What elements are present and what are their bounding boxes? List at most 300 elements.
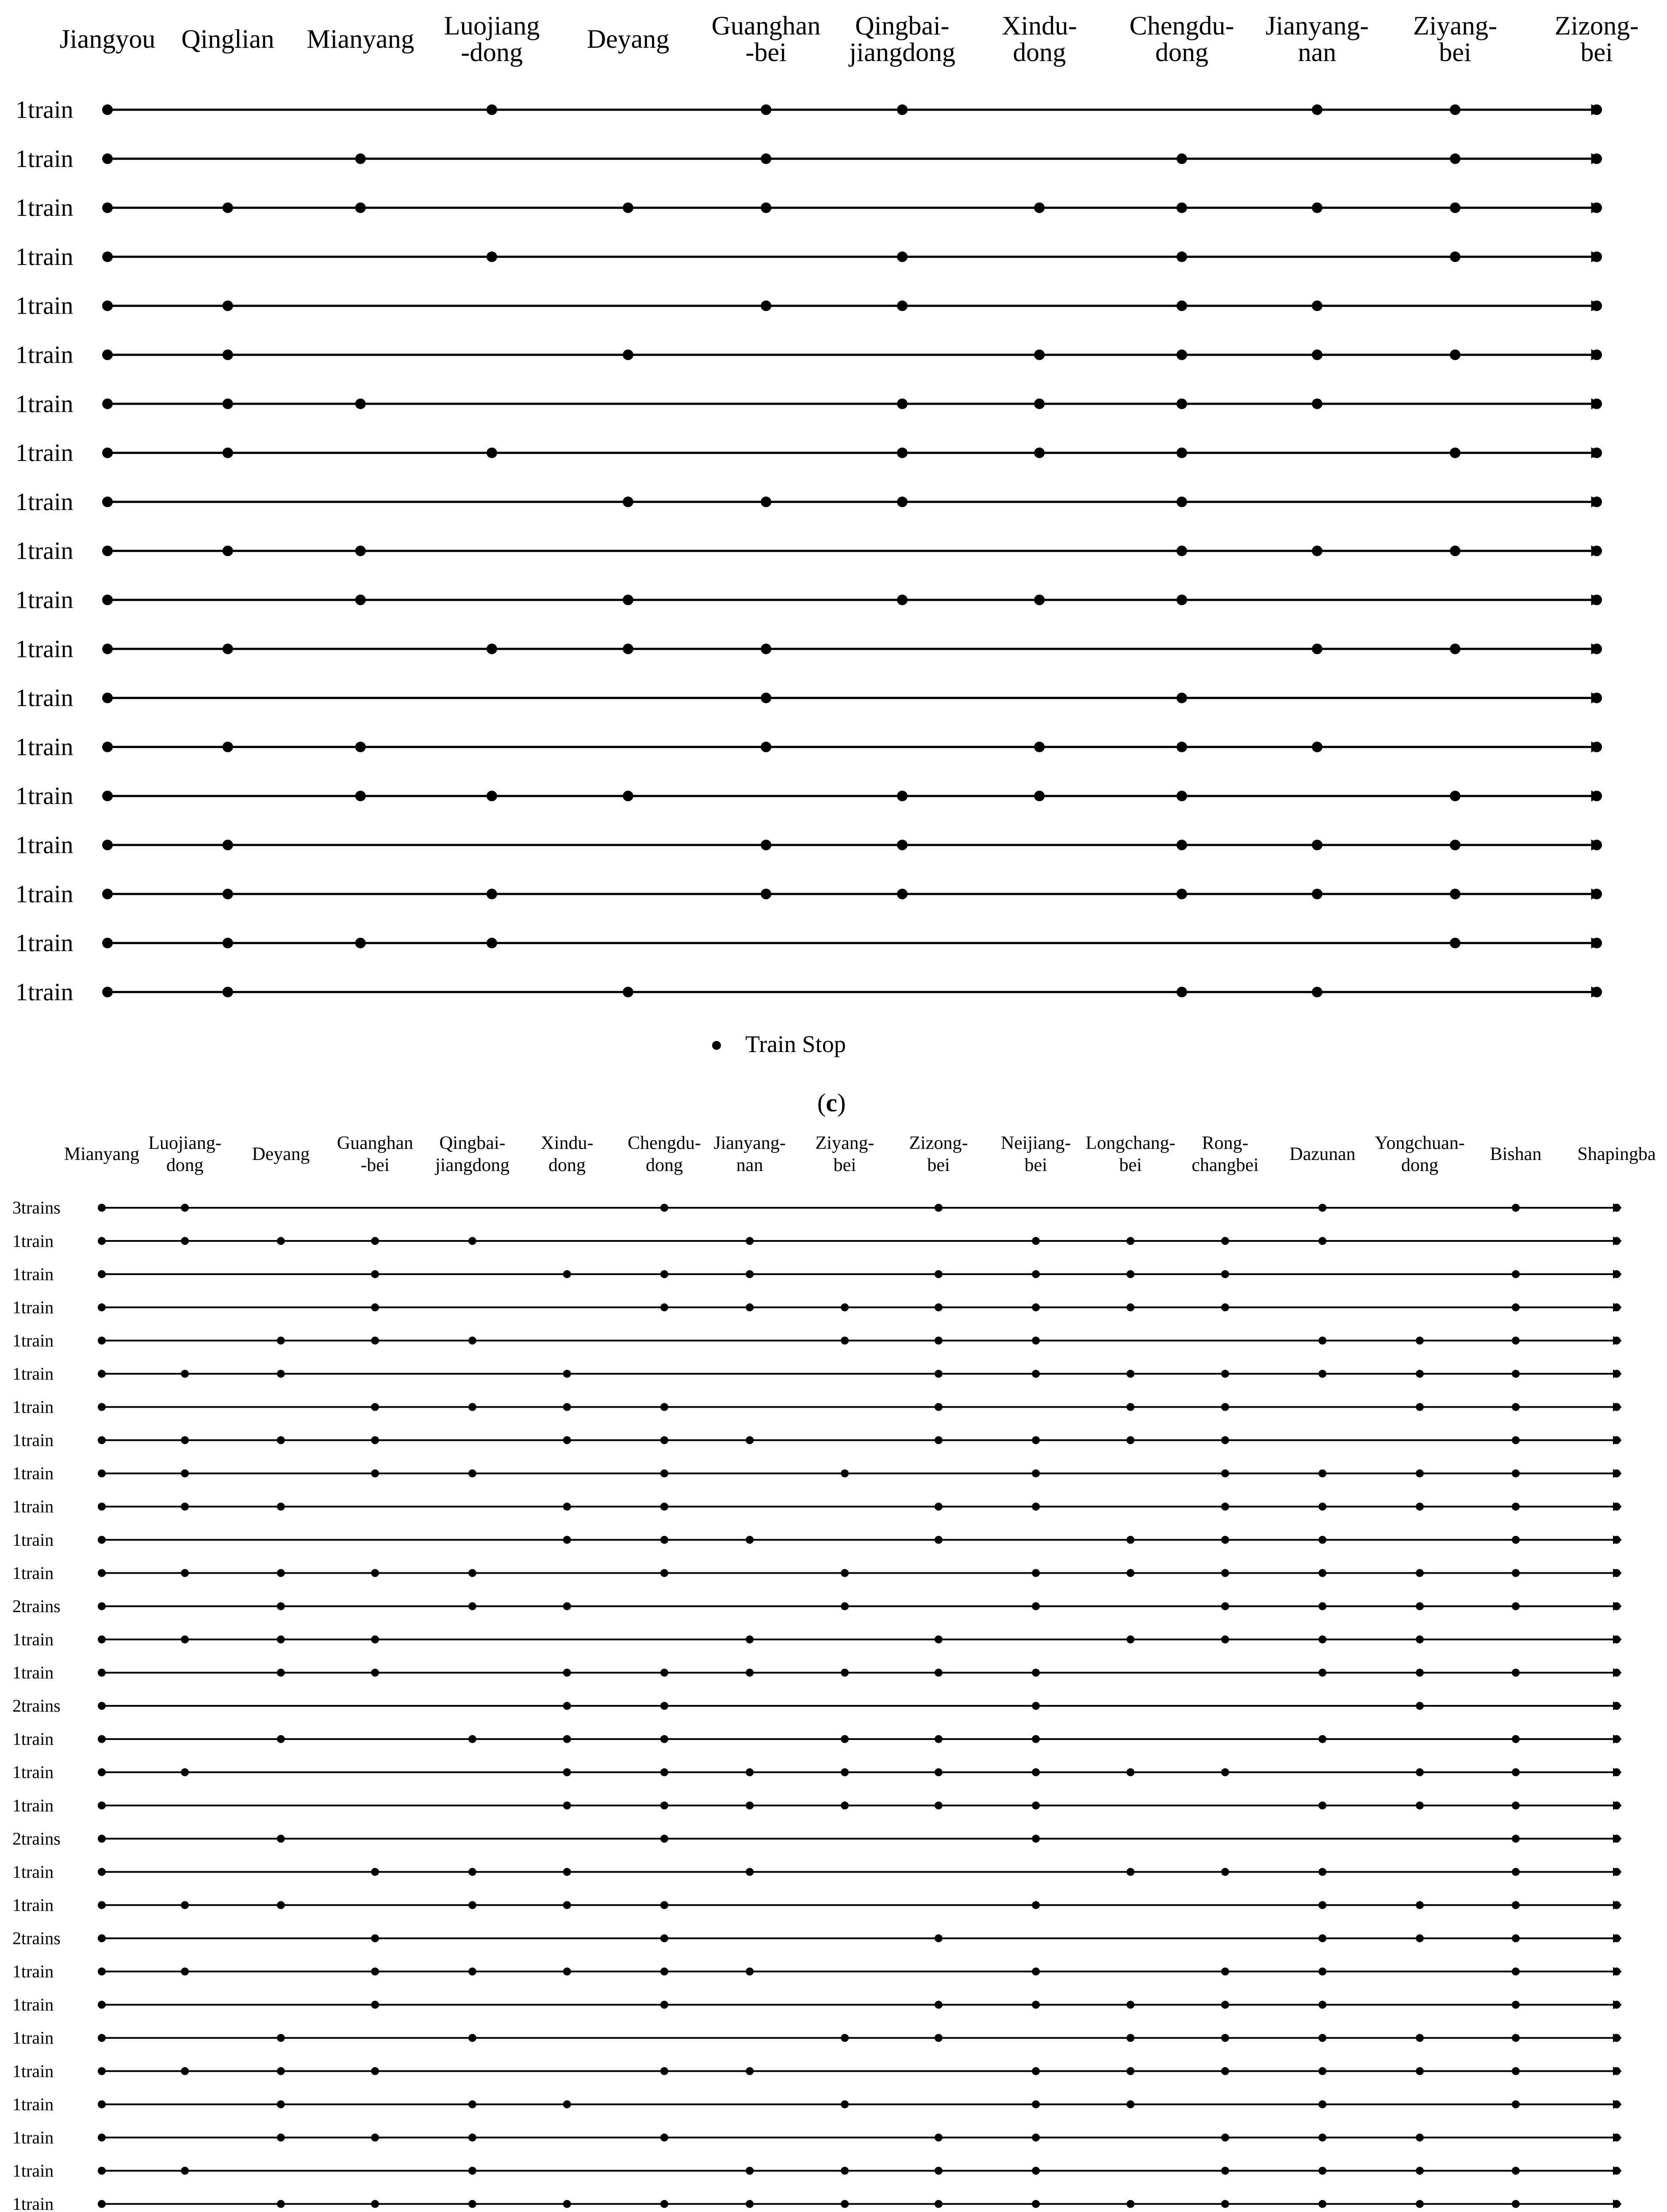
- train-count-label: 1train: [12, 1529, 54, 1550]
- train-stop-dot: [1176, 349, 1187, 360]
- train-stop-dot: [1613, 1801, 1621, 1809]
- train-stop-dot: [102, 154, 113, 164]
- train-stop-dot: [1032, 1270, 1040, 1278]
- train-stop-dot: [98, 1967, 106, 1975]
- train-stop-dot: [935, 1403, 943, 1411]
- train-stop-dot: [1613, 1768, 1621, 1776]
- train-count-label: 1train: [15, 439, 73, 467]
- train-stop-dot: [660, 1702, 668, 1710]
- train-stop-dot: [1512, 1934, 1520, 1942]
- train-stop-dot: [1591, 349, 1602, 360]
- train-row: [12, 1297, 1621, 1317]
- train-stop-dot: [1613, 1336, 1621, 1344]
- train-stop-dot: [181, 1503, 189, 1511]
- train-stop-dot: [1221, 1569, 1229, 1577]
- train-stop-dot: [98, 2001, 106, 2008]
- train-stop-dot: [1127, 2001, 1134, 2008]
- train-stop-dot: [487, 889, 497, 899]
- legend-label: Train Stop: [745, 1031, 846, 1057]
- train-stop-dot: [935, 2200, 943, 2208]
- train-stop-dot: [277, 1569, 285, 1577]
- train-stop-dot: [371, 1934, 379, 1942]
- train-stop-dot: [1318, 2001, 1326, 2008]
- train-stop-dot: [1613, 1835, 1621, 1843]
- train-count-label: 1train: [12, 1264, 54, 1284]
- train-stop-dot: [1512, 1967, 1520, 1975]
- train-stop-dot: [98, 1735, 106, 1743]
- station-label: Guanghan -bei: [337, 1133, 414, 1175]
- train-stop-dot: [468, 1403, 476, 1411]
- train-stop-dot: [277, 2101, 285, 2108]
- train-stop-dot: [1591, 300, 1602, 311]
- train-stop-dot: [1034, 203, 1045, 213]
- train-stop-dot: [1613, 1237, 1621, 1245]
- train-stop-dot: [98, 2067, 106, 2075]
- train-stop-dot: [1032, 1370, 1040, 1378]
- train-row: [12, 2061, 1621, 2081]
- train-stop-dot: [487, 448, 497, 458]
- train-stop-dot: [1591, 938, 1602, 949]
- train-stop-dot: [1591, 644, 1602, 654]
- train-stop-dot: [563, 1735, 571, 1743]
- train-stop-dot: [1416, 2167, 1424, 2175]
- train-stop-dot: [1221, 1436, 1229, 1444]
- train-stop-dot: [102, 840, 113, 850]
- train-stop-dot: [1127, 1270, 1134, 1278]
- train-row: [15, 341, 1602, 369]
- train-stop-dot: [98, 1602, 106, 1610]
- train-row: [15, 635, 1602, 663]
- train-stop-dot: [935, 1536, 943, 1544]
- train-stop-dot: [355, 595, 366, 605]
- train-count-label: 1train: [12, 1729, 54, 1749]
- train-count-label: 1train: [12, 1430, 54, 1450]
- train-stop-dot: [277, 1237, 285, 1245]
- train-stop-dot: [841, 1602, 849, 1610]
- train-row: [12, 1762, 1621, 1782]
- train-count-label: 1train: [15, 880, 73, 908]
- train-stop-dot: [1032, 1901, 1040, 1909]
- train-stop-dot: [1318, 1801, 1326, 1809]
- train-stop-dot: [1512, 1403, 1520, 1411]
- legend-stop-marker: [712, 1041, 721, 1050]
- train-stop-dot: [1512, 2034, 1520, 2042]
- train-stop-dot: [1221, 1536, 1229, 1544]
- train-row: [12, 1530, 1621, 1550]
- train-stop-dot: [102, 545, 113, 556]
- train-stop-dot: [102, 496, 113, 507]
- train-stop-dot: [841, 1669, 849, 1677]
- station-label: Chengdu-dong: [628, 1133, 701, 1175]
- station-label: Zizong-bei: [1555, 11, 1639, 67]
- train-stop-dot: [563, 1503, 571, 1511]
- train-stop-dot: [623, 644, 633, 654]
- train-stop-dot: [355, 545, 366, 556]
- train-stop-dot: [935, 1370, 943, 1378]
- train-row: [12, 2194, 1621, 2212]
- train-stop-dot: [1613, 2067, 1621, 2075]
- train-stop-dot: [746, 1270, 754, 1278]
- train-stop-dot: [1450, 889, 1460, 899]
- train-stop-dot: [487, 791, 497, 801]
- train-stop-dot: [1221, 1503, 1229, 1511]
- legend-c: [712, 1031, 846, 1057]
- panel-c: [15, 11, 1639, 1006]
- train-stop-dot: [1176, 399, 1187, 409]
- train-stop-dot: [468, 1336, 476, 1344]
- train-stop-dot: [897, 399, 908, 409]
- station-label: Jianyang-nan: [1265, 11, 1369, 67]
- train-stop-dot: [98, 1768, 106, 1776]
- train-stop-dot: [1221, 1636, 1229, 1644]
- train-stop-dot: [98, 1901, 106, 1909]
- train-stop-dot: [1591, 496, 1602, 507]
- train-stop-dot: [468, 2134, 476, 2142]
- train-stop-dot: [1591, 791, 1602, 801]
- train-stop-dot: [1176, 889, 1187, 899]
- train-stop-dot: [1416, 1403, 1424, 1411]
- train-stop-dot: [102, 889, 113, 899]
- train-count-label: 2trains: [12, 1596, 61, 1616]
- train-stop-dot: [1450, 840, 1460, 850]
- train-stop-dot: [1318, 1204, 1326, 1212]
- train-stop-dot: [1176, 693, 1187, 703]
- train-row: [12, 2028, 1621, 2048]
- train-stop-dot: [98, 1270, 106, 1278]
- train-stop-dot: [1221, 1370, 1229, 1378]
- train-stop-dot: [102, 938, 113, 949]
- train-stop-dot: [935, 1669, 943, 1677]
- station-label: Xindu-dong: [1002, 11, 1077, 67]
- train-stop-dot: [1318, 1536, 1326, 1544]
- train-row: [15, 880, 1602, 908]
- train-stop-dot: [1512, 1270, 1520, 1278]
- train-stop-dot: [98, 1436, 106, 1444]
- train-stop-dot: [371, 1669, 379, 1677]
- train-count-label: 1train: [15, 978, 73, 1006]
- train-stop-dot: [1512, 1503, 1520, 1511]
- train-stop-dot: [181, 1370, 189, 1378]
- train-stop-dot: [1450, 154, 1460, 164]
- train-row: [15, 243, 1602, 271]
- train-stop-dot: [1450, 644, 1460, 654]
- train-stop-dot: [487, 938, 497, 949]
- train-stop-dot: [468, 2167, 476, 2175]
- train-stop-dot: [563, 1967, 571, 1975]
- train-stop-dot: [1613, 1735, 1621, 1743]
- train-stop-dot: [1318, 2034, 1326, 2042]
- train-stop-dot: [1512, 1602, 1520, 1610]
- train-stop-dot: [98, 1702, 106, 1710]
- train-stop-dot: [355, 791, 366, 801]
- train-stop-dot: [468, 1469, 476, 1477]
- train-stop-dot: [841, 1469, 849, 1477]
- train-stop-dot: [1613, 1636, 1621, 1644]
- train-stop-dot: [1318, 1237, 1326, 1245]
- train-stop-dot: [371, 1336, 379, 1344]
- train-stop-dot: [1221, 1237, 1229, 1245]
- station-label: Guanghan -bei: [711, 11, 821, 67]
- train-count-label: 1train: [12, 2194, 54, 2212]
- train-stop-dot: [277, 2134, 285, 2142]
- train-stop-dot: [1450, 104, 1460, 115]
- train-stop-dot: [1416, 1469, 1424, 1477]
- train-stop-dot: [1127, 1303, 1134, 1311]
- train-stop-dot: [1512, 2167, 1520, 2175]
- train-stop-dot: [660, 1270, 668, 1278]
- train-stop-dot: [98, 2034, 106, 2042]
- train-stop-dot: [98, 2134, 106, 2142]
- train-row: [12, 1397, 1621, 1417]
- train-count-label: 1train: [15, 537, 73, 565]
- train-stop-dot: [222, 545, 233, 556]
- station-label: Luojiang-dong: [148, 1133, 222, 1175]
- train-stop-dot: [102, 595, 113, 605]
- train-stop-dot: [746, 1768, 754, 1776]
- train-stop-dot: [660, 2001, 668, 2008]
- train-stop-dot: [1127, 2101, 1134, 2108]
- train-stop-dot: [1591, 840, 1602, 850]
- train-stop-dot: [1221, 2034, 1229, 2042]
- train-stop-dot: [660, 1204, 668, 1212]
- train-stop-dot: [623, 203, 633, 213]
- train-stop-dot: [1416, 1336, 1424, 1344]
- train-stop-dot: [1221, 1469, 1229, 1477]
- train-stop-dot: [1318, 1503, 1326, 1511]
- train-count-label: 1train: [12, 1629, 54, 1649]
- train-stop-dot: [897, 840, 908, 850]
- train-stop-dot: [1416, 2067, 1424, 2075]
- train-stop-dot: [1221, 2067, 1229, 2075]
- train-stop-dot: [660, 1303, 668, 1311]
- train-stop-dot: [1613, 1967, 1621, 1975]
- train-row: [15, 538, 1602, 565]
- train-count-label: 1train: [15, 390, 73, 418]
- train-stop-dot: [1318, 1901, 1326, 1909]
- train-stop-dot: [935, 1768, 943, 1776]
- train-stop-dot: [102, 349, 113, 360]
- train-stop-dot: [371, 1469, 379, 1477]
- train-stop-dot: [1176, 741, 1187, 752]
- train-stop-dot: [1613, 1602, 1621, 1610]
- train-stop-dot: [487, 104, 497, 115]
- train-row: [12, 1497, 1621, 1517]
- train-stop-dot: [277, 1636, 285, 1644]
- train-stop-dot: [1176, 987, 1187, 997]
- train-stop-dot: [277, 2067, 285, 2075]
- train-stop-dot: [371, 1403, 379, 1411]
- train-stop-dot: [222, 938, 233, 949]
- train-stop-dot: [1450, 938, 1460, 949]
- train-stop-dot: [181, 1569, 189, 1577]
- train-row: [15, 733, 1602, 761]
- train-stop-dot: [371, 2134, 379, 2142]
- train-stop-dot: [746, 1636, 754, 1644]
- train-stop-dot: [761, 496, 771, 507]
- train-stop-dot: [761, 644, 771, 654]
- train-stop-dot: [1613, 1204, 1621, 1212]
- train-stop-dot: [761, 300, 771, 311]
- train-stop-dot: [1312, 840, 1322, 850]
- train-stop-dot: [1312, 987, 1322, 997]
- train-stop-dot: [98, 2101, 106, 2108]
- train-count-label: 1train: [12, 1994, 54, 2015]
- train-stop-dot: [761, 104, 771, 115]
- train-stop-dot: [1176, 791, 1187, 801]
- train-stop-dot: [1032, 1602, 1040, 1610]
- train-stop-dot: [1512, 1801, 1520, 1809]
- train-stop-dot: [1312, 300, 1322, 311]
- train-stop-dot: [371, 1967, 379, 1975]
- train-stop-dot: [1591, 154, 1602, 164]
- train-count-label: 1train: [15, 145, 73, 173]
- train-stop-dot: [935, 1270, 943, 1278]
- train-stop-dot: [277, 1735, 285, 1743]
- train-stop-dot: [1032, 2200, 1040, 2208]
- train-stop-dot: [1221, 1868, 1229, 1876]
- train-stop-dot: [102, 791, 113, 801]
- train-stop-dot: [371, 2200, 379, 2208]
- train-stop-dot: [1512, 1735, 1520, 1743]
- train-stop-dot: [1221, 1967, 1229, 1975]
- train-stop-dot: [897, 791, 908, 801]
- train-count-label: 1train: [15, 733, 73, 761]
- train-count-label: 1train: [12, 1496, 54, 1517]
- train-stop-dot: [1512, 1204, 1520, 1212]
- train-stop-dot: [468, 2101, 476, 2108]
- train-stop-dot: [761, 889, 771, 899]
- train-stop-dot: [563, 1270, 571, 1278]
- train-stop-dot: [1450, 545, 1460, 556]
- train-row: [12, 1264, 1621, 1284]
- train-stop-dot: [371, 1270, 379, 1278]
- train-count-label: 2trains: [12, 1928, 61, 1948]
- train-stop-dot: [1176, 545, 1187, 556]
- train-count-label: 1train: [15, 96, 73, 124]
- train-stop-dot: [1613, 1934, 1621, 1942]
- train-stop-dot: [1176, 300, 1187, 311]
- train-stop-dot: [487, 251, 497, 262]
- train-stop-dot: [841, 1569, 849, 1577]
- train-stop-dot: [1221, 1303, 1229, 1311]
- train-stop-dot: [935, 2034, 943, 2042]
- train-count-label: 1train: [15, 684, 73, 712]
- train-stop-dot: [1613, 2101, 1621, 2108]
- train-stop-dot: [623, 791, 633, 801]
- station-label: Ziyang-bei: [815, 1133, 874, 1175]
- station-label: Jianyang-nan: [713, 1133, 786, 1175]
- train-row: [12, 1795, 1621, 1815]
- train-stop-dot: [623, 349, 633, 360]
- train-row: [12, 2128, 1621, 2147]
- train-stop-dot: [1512, 1835, 1520, 1843]
- train-count-label: 1train: [15, 488, 73, 516]
- train-stop-dot: [1034, 349, 1045, 360]
- train-count-label: 1train: [12, 1231, 54, 1251]
- train-row: [15, 684, 1602, 712]
- train-stop-dot: [222, 987, 233, 997]
- train-stop-dot: [1032, 1669, 1040, 1677]
- train-stop-dot: [1416, 2134, 1424, 2142]
- train-row: [15, 831, 1602, 859]
- train-stop-dot: [1176, 595, 1187, 605]
- train-row: [15, 929, 1602, 957]
- train-stop-dot: [1613, 2134, 1621, 2142]
- train-stop-dot: [1512, 1569, 1520, 1577]
- train-row: [15, 96, 1602, 123]
- train-stop-dot: [841, 1735, 849, 1743]
- train-count-label: 1train: [12, 2160, 54, 2181]
- train-stop-dot: [98, 1469, 106, 1477]
- train-stop-dot: [1416, 1669, 1424, 1677]
- station-label: Deyang: [586, 24, 670, 54]
- train-stop-dot: [222, 448, 233, 458]
- train-stop-dot: [1032, 1702, 1040, 1710]
- train-stop-dot: [1450, 448, 1460, 458]
- train-stop-dot: [181, 1436, 189, 1444]
- train-stop-dot: [746, 2067, 754, 2075]
- train-stop-dot: [1127, 1436, 1134, 1444]
- train-stop-dot: [897, 496, 908, 507]
- train-stop-dot: [1591, 595, 1602, 605]
- train-stop-dot: [98, 1569, 106, 1577]
- train-stop-dot: [1591, 545, 1602, 556]
- train-stop-dot: [1312, 104, 1322, 115]
- train-stop-dot: [746, 1669, 754, 1677]
- train-row: [15, 783, 1602, 810]
- train-stop-dot: [1034, 399, 1045, 409]
- train-stop-dot: [1613, 1702, 1621, 1710]
- train-row: [12, 1364, 1621, 1384]
- train-stop-dot: [1512, 1336, 1520, 1344]
- train-stop-dot: [468, 2200, 476, 2208]
- train-stop-dot: [1591, 203, 1602, 213]
- train-stop-dot: [371, 2067, 379, 2075]
- station-label: Rong-changbei: [1192, 1133, 1259, 1175]
- train-count-label: 1train: [12, 2094, 54, 2114]
- train-stop-dot: [1318, 1636, 1326, 1644]
- train-count-label: 1train: [12, 1563, 54, 1583]
- train-stop-dot: [98, 1403, 106, 1411]
- train-stop-dot: [1416, 1934, 1424, 1942]
- train-stop-dot: [222, 644, 233, 654]
- train-stop-dot: [660, 1768, 668, 1776]
- train-stop-dot: [841, 2101, 849, 2108]
- train-stop-dot: [1221, 1403, 1229, 1411]
- train-stop-dot: [563, 1901, 571, 1909]
- train-stop-dot: [746, 2167, 754, 2175]
- train-stop-dot: [181, 1204, 189, 1212]
- train-stop-dot: [841, 1303, 849, 1311]
- train-stop-dot: [98, 1237, 106, 1245]
- train-stop-dot: [1613, 1868, 1621, 1876]
- train-stop-dot: [1312, 399, 1322, 409]
- train-stop-dot: [897, 448, 908, 458]
- train-row: [12, 1596, 1621, 1616]
- train-stop-dot: [660, 2134, 668, 2142]
- station-label: Yongchuan-dong: [1375, 1133, 1465, 1175]
- train-stop-dot: [102, 203, 113, 213]
- train-stop-dot: [1176, 840, 1187, 850]
- train-stop-dot: [98, 1536, 106, 1544]
- train-stop-dot: [1312, 203, 1322, 213]
- train-stop-dot: [1318, 1469, 1326, 1477]
- train-stop-dot: [1591, 399, 1602, 409]
- train-stop-dot: [102, 251, 113, 262]
- train-stop-dot: [98, 1801, 106, 1809]
- train-stop-dot: [746, 1303, 754, 1311]
- train-stop-dot: [563, 1702, 571, 1710]
